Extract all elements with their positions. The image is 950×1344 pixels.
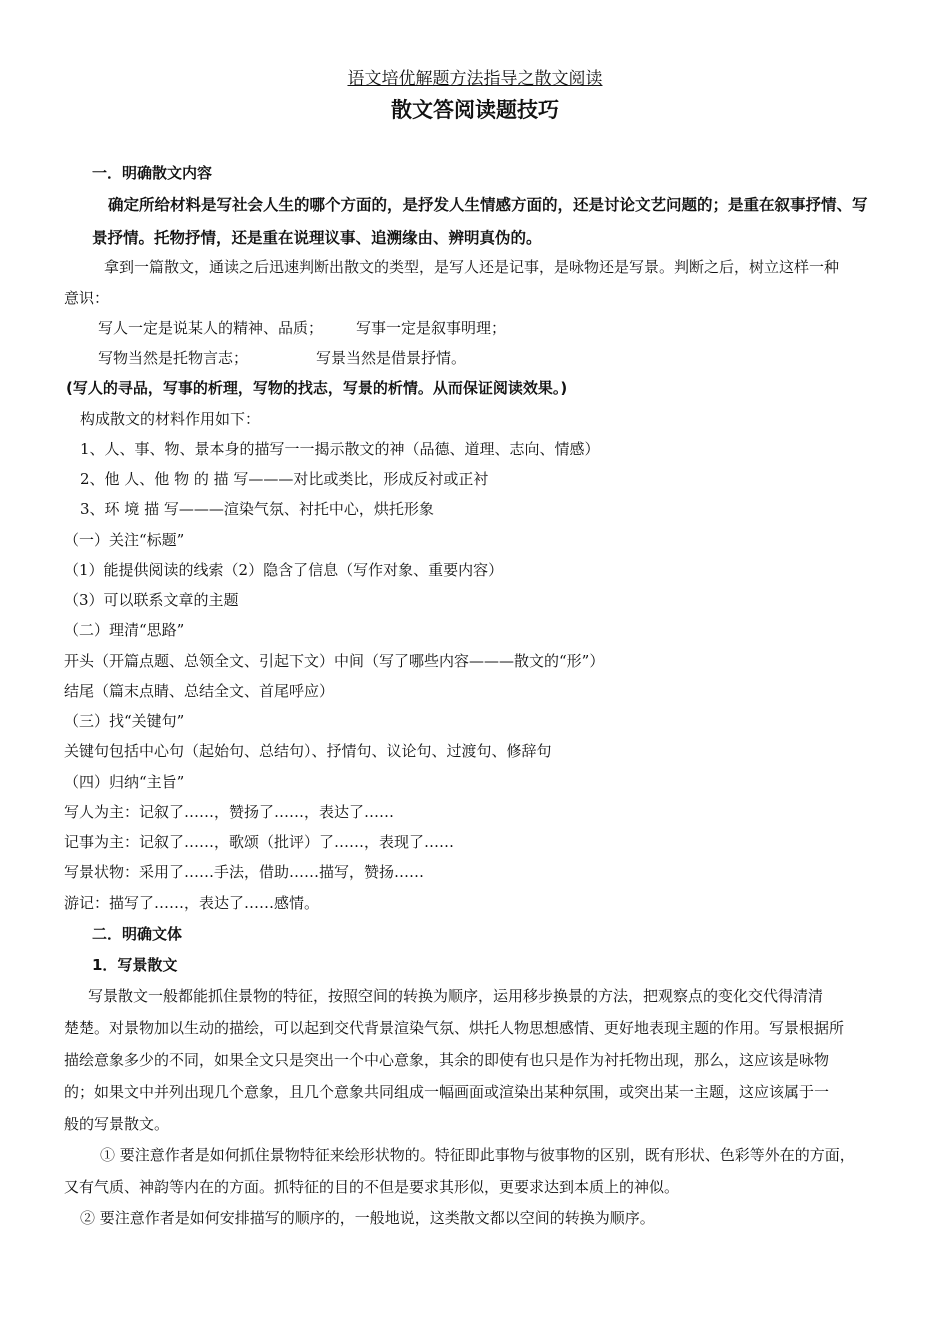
theme-person: 写人为主：记叙了……，赞扬了……，表达了…… [64, 803, 395, 821]
key-sentence-heading: （三）找“关键句” [64, 712, 185, 730]
thought-beginning-middle: 开头（开篇点题、总领全文、引起下文）中间（写了哪些内容———散文的“形”） [64, 652, 605, 670]
note-2: ② 要注意作者是如何安排描写的顺序的，一般地说，这类散文都以空间的转换为顺序。 [80, 1209, 655, 1227]
reading-tip-bold: (写人的寻品，写事的析理，写物的找志，写景的析情。从而保证阅读效果。) [66, 379, 568, 397]
scenery-paragraph-line-4: 的；如果文中并列出现几个意象，且几个意象共同组成一幅画面或渲染出某种氛围，或突出某一主题，这应该属于一 [64, 1083, 830, 1101]
focus-title-point-1: （1）能提供阅读的线索（2）隐含了信息（写作对象、重要内容） [64, 561, 504, 579]
section-1-heading: 一．明确散文内容 [92, 164, 213, 182]
write-event-rule: 写事一定是叙事明理； [356, 319, 507, 337]
section-2-subheading: 1．写景散文 [92, 956, 178, 974]
note-1-line-1: ① 要注意作者是如何抓住景物特征来绘形状物的。特征即此事物与彼事物的区别，既有形状、色彩等外在的方面， [100, 1146, 855, 1164]
theme-event: 记事为主：记叙了……，歌颂（批评）了……，表现了…… [64, 833, 455, 851]
theme-scene: 写景状物：采用了……手法，借助……描写，赞扬…… [64, 863, 425, 881]
focus-title-point-2: （3）可以联系文章的主题 [64, 591, 239, 609]
material-item-3: 3、环 境 描 写———渲染气氛、衬托中心，烘托形象 [80, 500, 434, 518]
paragraph-1-line-2: 意识： [64, 289, 110, 307]
note-1-line-2: 又有气质、神韵等内在的方面。抓特征的目的不但是要求其形似，更要求达到本质上的神似。 [64, 1178, 680, 1196]
write-scene-rule: 写景当然是借景抒情。 [316, 349, 467, 367]
scenery-paragraph-line-5: 般的写景散文。 [64, 1115, 170, 1133]
material-item-2: 2、他 人、他 物 的 描 写———对比或类比，形成反衬或正衬 [80, 470, 489, 488]
scenery-paragraph-line-3: 描绘意象多少的不同，如果全文只是突出一个中心意象，其余的即使有也只是作为衬托物出现，那么，这应该是咏物 [64, 1051, 830, 1069]
write-object-rule: 写物当然是托物言志； [98, 349, 249, 367]
write-person-rule: 写人一定是说某人的精神、品质； [98, 319, 324, 337]
material-item-1: 1、人、事、物、景本身的描写一一揭示散文的神（品德、道理、志向、情感） [80, 440, 600, 458]
theme-travel: 游记：描写了……，表达了……感情。 [64, 894, 320, 912]
scenery-paragraph-line-2: 楚楚。对景物加以生动的描绘，可以起到交代背景渲染气氛、烘托人物思想感情、更好地表现主题的作用。写景根据所 [64, 1019, 845, 1037]
thought-heading: （二）理清“思路” [64, 621, 185, 639]
scenery-paragraph-line-1: 写景散文一般都能抓住景物的特征，按照空间的转换为顺序，运用移步换景的方法，把观察点的变化交代得清清 [88, 987, 824, 1005]
paragraph-1-line-1: 拿到一篇散文，通读之后迅速判断出散文的类型，是写人还是记事，是咏物还是写景。判断之后，树立这样一种 [104, 258, 840, 276]
section-2-heading: 二．明确文体 [92, 925, 183, 943]
material-intro: 构成散文的材料作用如下： [80, 410, 261, 428]
document-subtitle: 散文答阅读题技巧 [391, 98, 559, 122]
document-title: 语文培优解题方法指导之散文阅读 [347, 69, 603, 89]
thought-ending: 结尾（篇末点睛、总结全文、首尾呼应） [64, 682, 335, 700]
key-sentence-types: 关键句包括中心句（起始句、总结句）、抒情句、议论句、过渡句、修辞句 [64, 742, 552, 760]
section-1-bold-line-1: 确定所给材料是写社会人生的哪个方面的，是抒发人生情感方面的，还是讨论文艺问题的；是重在叙事抒情、写 [108, 196, 868, 214]
section-1-bold-line-2: 景抒情。托物抒情，还是重在说理议事、追溯缘由、辨明真伪的。 [92, 229, 542, 247]
focus-title-heading: （一）关注“标题” [64, 531, 185, 549]
theme-heading: （四）归纳“主旨” [64, 773, 185, 791]
